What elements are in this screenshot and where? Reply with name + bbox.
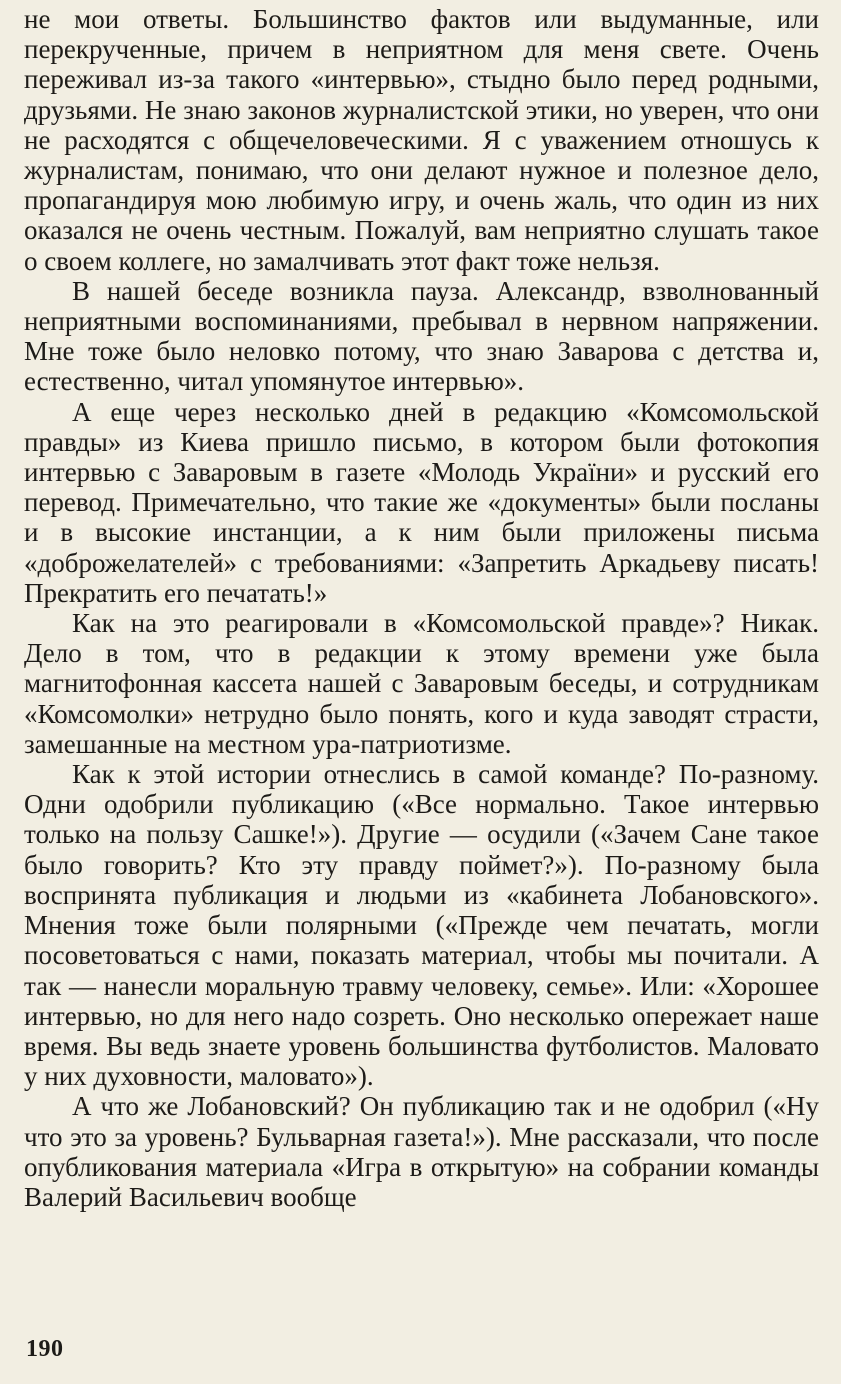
paragraph-3: А еще через несколько дней в редакцию «Комсомольской правды» из Киева пришло письмо, в котором были фотокопия интервью с Заваровым в газете «Молодь України» и русский его перевод. Примечательно, что такие же «документы» были посланы и в высокие инстанции, а к ним были приложены письма «доброжелателей» с требованиями: «Запретить Аркадьеву писать! Прекратить его печатать!» — [24, 396, 819, 608]
page-number: 190 — [26, 1336, 64, 1362]
body-text — [24, 4, 819, 1212]
paragraph-4: Как на это реагировали в «Комсомольской правде»? Никак. Дело в том, что в редакции к этому времени уже была магнитофонная кассета нашей с Заваровым беседы, и сотрудникам «Комсомолки» нетрудно было понять, кого и куда заводят страсти, замешанные на местном ура-патриотизме. — [24, 608, 819, 759]
paragraph-6: А что же Лобановский? Он публикацию так и не одобрил («Ну что это за уровень? Бульварная газета!»). Мне рассказали, что после опубликования материала «Игра в открытую» на собрании команды Валерий Васильевич вообще — [24, 1091, 819, 1212]
paragraph-2: В нашей беседе возникла пауза. Александр, взволнованный неприятными воспоминаниями, пребывал в нервном напряжении. Мне тоже было неловко потому, что знаю Заварова с детства и, естественно, читал упомянутое интервью». — [24, 275, 819, 397]
paragraph-1: не мои ответы. Большинство фактов или выдуманные, или перекрученные, причем в неприятном для меня свете. Очень переживал из-за такого «интервью», стыдно было перед родными, друзьями. Не знаю законов журналистской этики, но уверен, что они не расходятся с общечеловеческими. Я с уважением отношусь к журналистам, понимаю, что они делают нужное и полезное дело, пропагандируя мою любимую игру, и очень жаль, что один из них оказался не очень честным. Пожалуй, вам неприятно слушать такое о своем коллеге, но замалчивать этот факт тоже нельзя. — [24, 4, 819, 276]
paragraph-5: Как к этой истории отнеслись в самой команде? По-разному. Одни одобрили публикацию («Все нормально. Такое интервью только на пользу Сашке!»). Другие — осудили («Зачем Сане такое было говорить? Кто эту правду поймет?»). По-разному была воспринята публикация и людьми из «кабинета Лобановского». Мнения тоже были полярными («Прежде чем печатать, могли посоветоваться с нами, показать материал, чтобы мы почитали. А так — нанесли моральную травму человеку, семье». Или: «Хорошее интервью, но для него надо созреть. Оно несколько опережает наше время. Вы ведь знаете уровень большинства футболистов. Маловато у них духовности, маловато»). — [24, 759, 819, 1092]
